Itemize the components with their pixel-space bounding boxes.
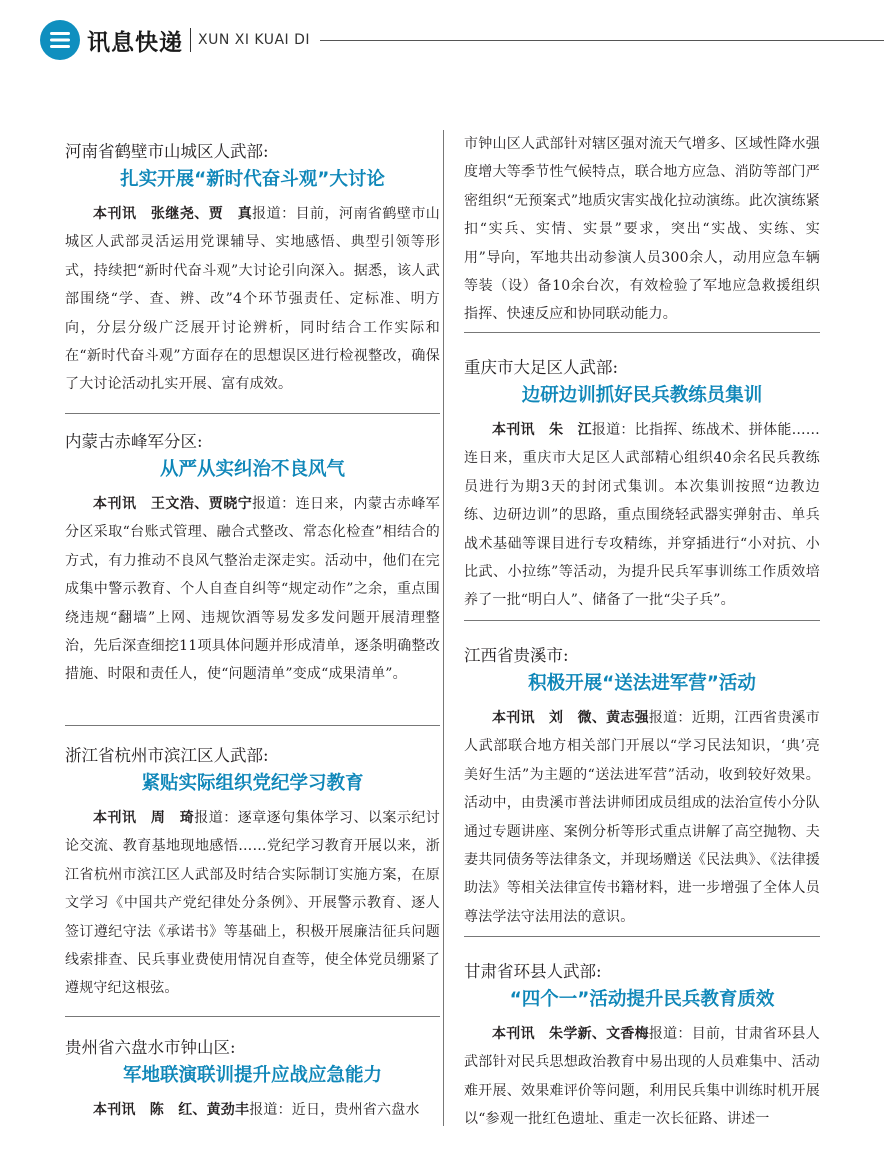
news-region: 内蒙古赤峰军分区: — [65, 432, 203, 451]
news-item-chifeng — [65, 430, 440, 689]
news-headline: “四个一”活动提升民兵教育质效 — [509, 989, 775, 1010]
news-separator — [464, 332, 820, 333]
news-text-continued: 市钟山区人武部针对辖区强对流天气增多、区域性降水强度增大等季节性气候特点，联合地方应急、消防等部门严密组织“无预案式”地质灾害实战化拉动演练。此次演练紧扣“实兵、实情、实景”要求，突出“实战、实练、实用”导向，军地共出动参演人员300余人，动用应急车辆等装（设）备10余台次，有效检验了军地应急救援组织指挥、快速反应和协同联动能力。 — [464, 136, 820, 323]
news-separator — [65, 413, 440, 414]
news-region: 浙江省杭州市滨江区人武部: — [65, 746, 269, 765]
news-byline: 本刊讯 王文浩、贾晓宁 — [93, 496, 253, 512]
news-body — [65, 200, 440, 399]
news-separator — [464, 620, 820, 621]
news-body — [65, 1096, 440, 1124]
news-headline: 军地联演联训提升应战应急能力 — [122, 1065, 382, 1086]
news-body — [65, 490, 440, 689]
news-item-binjiang — [65, 744, 440, 1003]
news-headline: 紧贴实际组织党纪学习教育 — [141, 773, 364, 794]
header-rule — [320, 40, 884, 41]
news-headline: 边研边训抓好民兵教练员集训 — [521, 385, 763, 406]
news-byline: 本刊讯 朱 江 — [492, 422, 592, 438]
news-text: 报道：逐章逐句集体学习、以案示纪讨论交流、教育基地现地感悟……党纪学习教育开展以来，浙江省杭州市滨江区人武部及时结合实际制订实施方案，在原文学习《中国共产党纪律处分条例》、开展警示教育、逐人签订遵纪守法《承诺书》等基础上，积极开展廉洁征兵问题线索排查、民兵事业费使用情况自查等，使全体党员绷紧了遵规守纪这根弦。 — [65, 810, 441, 997]
news-text: 报道：近期，江西省贵溪市人武部联合地方相关部门开展以“学习民法知识，‘典’亮美好生活”为主题的“送法进军营”活动，收到较好效果。活动中，由贵溪市普法讲师团成员组成的法治宣传小分队通过专题讲座、案例分析等形式重点讲解了高空抛物、夫妻共同债务等法律条文，并现场赠送《民法典》、《法律援助法》等相关法律宣传书籍材料，进一步增强了全体人员尊法学法守法用法的意识。 — [464, 710, 821, 925]
news-item-zhongshan — [65, 1036, 440, 1124]
news-headline: 积极开展“送法进军营”活动 — [528, 673, 756, 694]
news-item-dazu — [464, 356, 820, 615]
news-separator — [464, 936, 820, 937]
news-item-zhongshan-continued — [464, 130, 820, 329]
news-byline: 本刊讯 陈 红、黄劲丰 — [93, 1102, 250, 1118]
news-headline: 从严从实纠治不良风气 — [159, 459, 345, 480]
section-title-pinyin: XUN XI KUAI DI — [198, 32, 311, 48]
news-byline: 本刊讯 刘 微、黄志强 — [492, 710, 649, 726]
news-text: 报道：目前，河南省鹤壁市山城区人武部灵活运用党课辅导、实地感悟、典型引领等形式，持续把“新时代奋斗观”大讨论引向深入。据悉，该人武部围绕“学、查、辨、改”4个环节强责任、定标准、明方向，分层分级广泛展开讨论辨析，同时结合工作实际和在“新时代奋斗观”方面存在的思想误区进行检视整改，确保了大讨论活动扎实开展、富有成效。 — [65, 206, 440, 393]
news-byline: 本刊讯 张继尧、贾 真 — [93, 206, 253, 222]
news-body — [464, 1020, 820, 1134]
news-item-huanxian — [464, 960, 820, 1134]
news-headline: 扎实开展“新时代奋斗观”大讨论 — [120, 169, 385, 190]
news-separator — [65, 1016, 440, 1017]
column-divider — [443, 130, 444, 1126]
menu-lines-icon — [40, 20, 80, 60]
news-byline: 本刊讯 朱学新、文香梅 — [492, 1026, 649, 1042]
page-header — [40, 20, 884, 64]
news-region: 甘肃省环县人武部: — [464, 962, 602, 981]
news-item-guixi — [464, 644, 820, 931]
news-region: 江西省贵溪市: — [464, 646, 569, 665]
news-body — [464, 416, 820, 615]
section-title: 讯息快递 — [87, 30, 183, 56]
news-region: 重庆市大足区人武部: — [464, 358, 619, 377]
news-byline: 本刊讯 周 琦 — [93, 810, 195, 826]
news-text: 报道：比指挥、练战术、拼体能……连日来，重庆市大足区人武部精心组织40余名民兵教练员进行为期3天的封闭式集训。本次集训按照“边教边练、边研边训”的思路，重点围绕轻武器实弹射击、单兵战术基础等课目进行专攻精练，并穿插进行“小对抗、小比武、小拉练”等活动，为提升民兵军事训练工作质效培养了一批“明白人”、储备了一批“尖子兵”。 — [464, 422, 821, 609]
news-region: 贵州省六盘水市钟山区: — [65, 1038, 236, 1057]
title-divider — [190, 28, 191, 52]
news-region: 河南省鹤壁市山城区人武部: — [65, 142, 269, 161]
news-separator — [65, 725, 440, 726]
news-text: 报道：目前，甘肃省环县人武部针对民兵思想政治教育中易出现的人员难集中、活动难开展、效果难评价等问题，利用民兵集中训练时机开展以“参观一批红色遗址、重走一次长征路、讲述一 — [464, 1026, 821, 1128]
news-text: 报道：连日来，内蒙古赤峰军分区采取“台账式管理、融合式整改、常态化检查”相结合的方式，有力推动不良风气整治走深走实。活动中，他们在完成集中警示教育、个人自查自纠等“规定动作”之余，重点围绕违规“翻墙”上网、违规饮酒等易发多发问题开展清理整治，先后深查细挖11项具体问题并形成清单，逐条明确整改措施、时限和责任人，使“问题清单”变成“成果清单”。 — [65, 496, 440, 683]
news-text: 报道：近日，贵州省六盘水 — [249, 1102, 420, 1118]
news-body — [65, 804, 440, 1003]
news-item-shancheng — [65, 140, 440, 399]
news-body — [464, 704, 820, 931]
